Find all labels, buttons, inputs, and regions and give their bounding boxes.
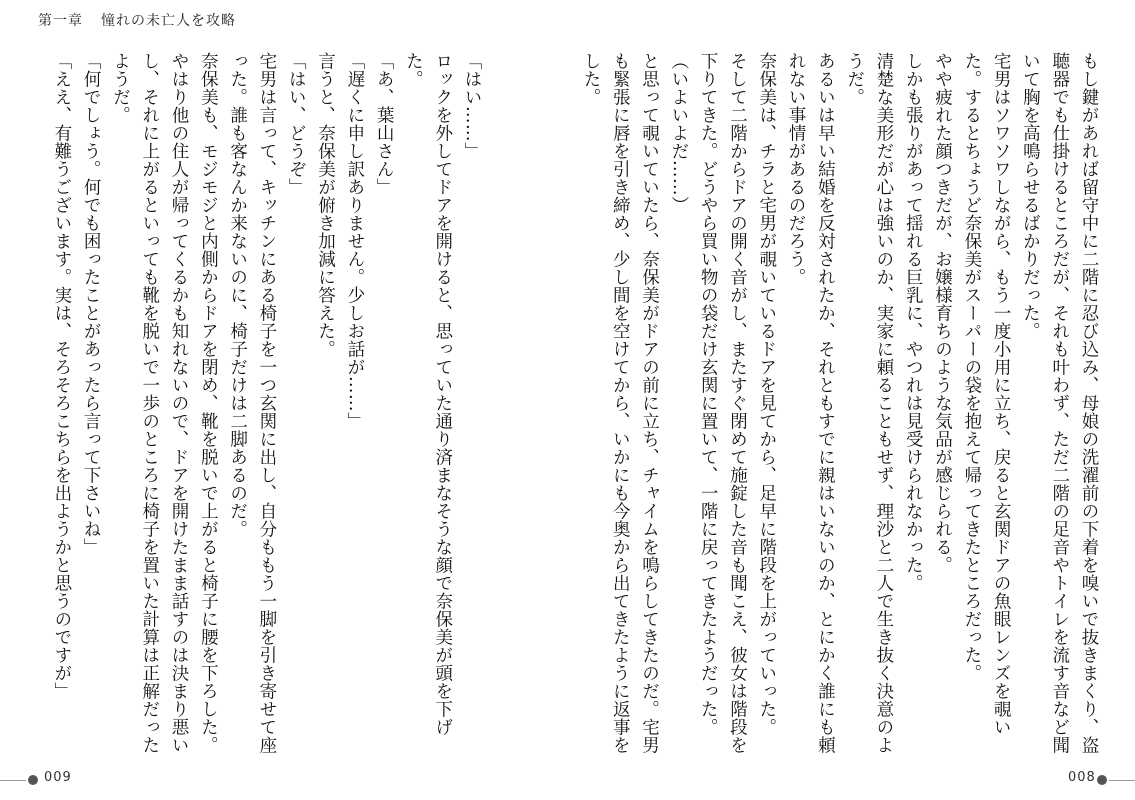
paragraph: そして二階からドアの開く音がし、またすぐ閉めて施錠した音も聞こえ、彼女は階段を下りてきた。どうやら買い物の袋だけ玄関に置いて、一階に戻ってきたようだった。 bbox=[698, 52, 748, 754]
paragraph: 「何でしょう。何でも困ったことがあったら言って下さいね」 bbox=[81, 52, 102, 556]
page-number-right: 008 bbox=[1068, 770, 1096, 785]
left-page-text bbox=[34, 52, 486, 762]
footer-dot-left bbox=[28, 775, 38, 785]
paragraph: 言うと、奈保美が俯き加減に答えた。 bbox=[315, 52, 336, 358]
paragraph: もし鍵があれば留守中に二階に忍び込み、母娘の洗濯前の下着を嗅いで抜きまくり、盗聴器でも仕掛けるところだが、それも叶わず、ただ二階の足音やトイレを流す音など聞いて胸を高鳴らせるばかりだった。 bbox=[1020, 52, 1099, 754]
paragraph: 「ええ、有難うございます。実は、そろそろこちらを出ようかと思うのですが」 bbox=[51, 52, 72, 700]
paragraph: 奈保美も、モジモジと内側からドアを閉め、靴を脱いで上がると椅子に腰を下ろした。 bbox=[198, 52, 219, 754]
paragraph: 清楚な美形だが心は強いのか、実家に頼ることもせず、理沙と二人で生き抜く決意のようだ。 bbox=[844, 52, 894, 754]
paragraph: 「遅くに申し訳ありません。少しお話が……」 bbox=[344, 52, 365, 430]
footer-rule-left bbox=[0, 780, 26, 781]
paragraph: 「はい、どうぞ」 bbox=[286, 52, 307, 196]
footer-dot-right bbox=[1097, 775, 1107, 785]
paragraph: 「あ、葉山さん」 bbox=[374, 52, 395, 196]
running-header bbox=[38, 10, 254, 30]
paragraph: 宅男は言って、キッチンにある椅子を一つ玄関に出し、自分ももう一脚を引き寄せて座った。誰も客なんか来ないのに、椅子だけは二脚あるのだ。 bbox=[227, 52, 277, 754]
paragraph: ロックを外してドアを開けると、思っていた通り済まなそうな顔で奈保美が頭を下げた。 bbox=[403, 52, 453, 736]
paragraph: 「はい……」 bbox=[462, 52, 482, 160]
paragraph: やはり他の住人が帰ってくるかも知れないので、ドアを開けたまま話すのは決まり悪いし、それに上がるといっても靴を脱いで一歩のところに椅子を置いた計算は正解だったようだ。 bbox=[110, 52, 190, 754]
paragraph: やや疲れた顔つきだが、お嬢様育ちのような気品が感じられる。 bbox=[932, 52, 953, 574]
paragraph: 奈保美は、チラと宅男が覗いているドアを見てから、足早に階段を上がっていった。 bbox=[756, 52, 777, 736]
footer-rule-right bbox=[1109, 780, 1135, 781]
paragraph: 宅男はソワソワしながら、もう一度小用に立ち、戻ると玄関ドアの魚眼レンズを覗いた。するとちょうど奈保美がスーパーの袋を抱えて帰ってきたところだった。 bbox=[961, 52, 1012, 736]
page-number-left: 009 bbox=[44, 770, 72, 785]
right-page-text bbox=[558, 52, 1103, 762]
paragraph: しかも張りがあって揺れる巨乳に、やつれは見受けられなかった。 bbox=[903, 52, 924, 592]
paragraph: と思って覗いていたら、奈保美がドアの前に立ち、チャイムを鳴らしてきたのだ。宅男も緊張に唇を引き締め、少し間を空けてから、いかにも今奥から出てきたように返事をした。 bbox=[580, 52, 660, 754]
paragraph: あるいは早い結婚を反対されたか、それともすでに親はいないのか、とにかく誰にも頼れない事情があるのだろう。 bbox=[786, 52, 836, 754]
chapter-title: 憧れの未亡人を攻略 bbox=[101, 13, 236, 29]
chapter-number: 第一章 bbox=[38, 13, 83, 29]
paragraph: （いよいよだ……） bbox=[668, 52, 689, 214]
